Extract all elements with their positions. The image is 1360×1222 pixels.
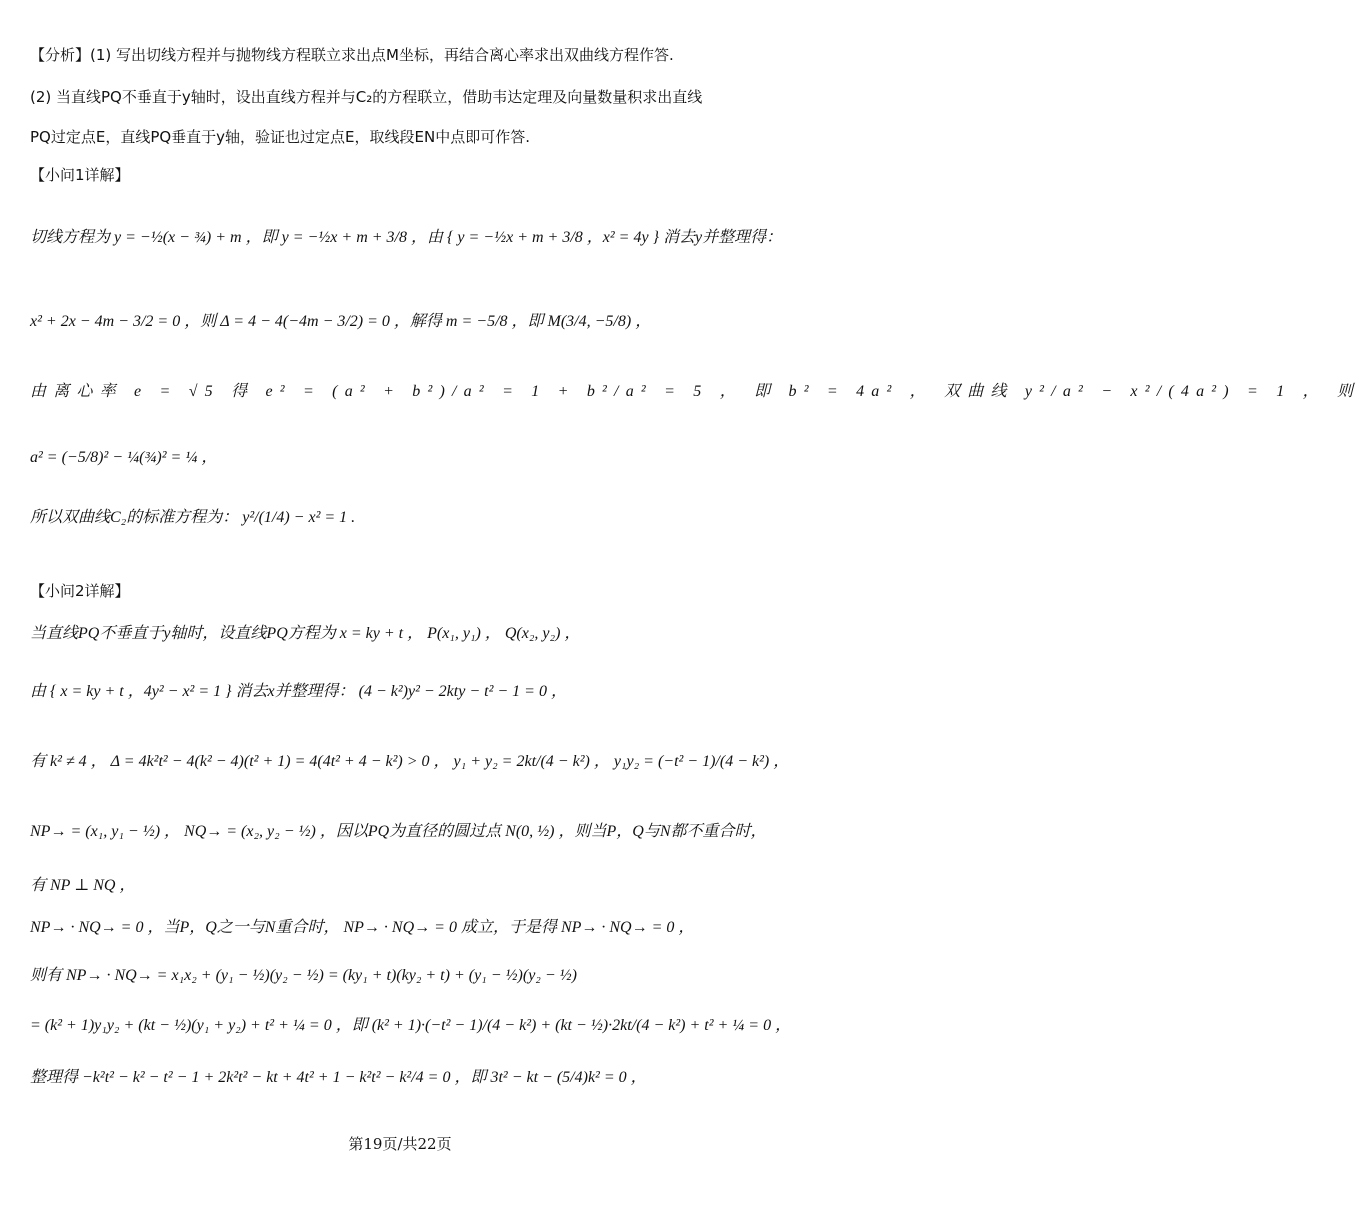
dot-product-expansion: 则有 NP→ · NQ→ = x₁x₂ + (y₁ − ½)(y₂ − ½) = (ky₁ + t)(ky₂ + t) + (y₁ − ½)(y₂ − ½)	[30, 967, 577, 984]
a-squared-line: a² = (−5/8)² − ¼(¾)² = ¼ ，	[30, 449, 218, 466]
simplified-equation: 整理得 −k²t² − k² − t² − 1 + 2k²t² − kt + 4t² + 1 − k²t² − k²/4 = 0 ，即 3t² − kt − (5/4)k² = 0 ，	[30, 1069, 647, 1086]
discriminant-equation: x² + 2x − 4m − 3/2 = 0 ，则 Δ = 4 − 4(−4m − 3/2) = 0 ，解得 m = −5/8 ，即 M(3/4, −5/8) ，	[30, 313, 652, 330]
vieta-relations: 有 k² ≠ 4 ， Δ = 4k²t² − 4(k² − 4)(t² + 1) = 4(4t² + 4 − k²) > 0 ， y₁ + y₂ = 2kt/(4 − k²) ， y₁y₂ = (−t² − 1)/(4 − k²) ，	[30, 753, 790, 770]
tangent-line-equation: 切线方程为 y = −½(x − ¾) + m ，即 y = −½x + m + 3/8 ，由 { y = −½x + m + 3/8 ，x² = 4y } 消去y并整理得：	[30, 229, 783, 246]
analysis-part2-cont: PQ过定点E，直线PQ垂直于y轴，验证也过定点E，取线段EN中点即可作答.	[30, 128, 531, 146]
analysis-part1: 【分析】(1) 写出切线方程并与抛物线方程联立求出点M坐标，再结合离心率求出双曲线方程作答.	[30, 46, 674, 64]
section-q1-heading: 【小问1详解】	[30, 166, 130, 184]
page-number-footer: 第19页/共22页	[348, 1135, 452, 1153]
eccentricity-line: 由离心率 e = √5 得 e² = (a² + b²)/a² = 1 + b²/a² = 5 ， 即 b² = 4a² ， 双曲线 y²/a² − x²/(4a²) = 1 ， 则	[30, 383, 1360, 400]
perpendicular-condition: 有 NP ⊥ NQ ，	[30, 877, 136, 894]
system-elimination: 由 { x = ky + t ，4y² − x² = 1 } 消去x并整理得： (4 − k²)y² − 2kty − t² − 1 = 0 ，	[30, 683, 567, 700]
section-q2-heading: 【小问2详解】	[30, 582, 130, 600]
dot-product-zero: NP→ · NQ→ = 0 ，当P，Q之一与N重合时， NP→ · NQ→ = 0 成立，于是得 NP→ · NQ→ = 0 ，	[30, 919, 695, 936]
hyperbola-standard-equation: 所以双曲线C₂的标准方程为： y²/(1/4) − x² = 1 .	[30, 509, 356, 526]
line-pq-setup: 当直线PQ不垂直于y轴时，设直线PQ方程为 x = ky + t ， P(x₁, y₁) ， Q(x₂, y₂) ，	[30, 625, 581, 642]
vectors-np-nq: NP→ = (x₁, y₁ − ½) ， NQ→ = (x₂, y₂ − ½) ，因以PQ为直径的圆过点 N(0, ½) ，则当P，Q与N都不重合时，	[30, 823, 767, 840]
analysis-part2: (2) 当直线PQ不垂直于y轴时，设出直线方程并与C₂的方程联立，借助韦达定理及向量数量积求出直线	[30, 88, 703, 106]
dot-product-substitution: = (k² + 1)y₁y₂ + (kt − ½)(y₁ + y₂) + t² + ¼ = 0 ，即 (k² + 1)·(−t² − 1)/(4 − k²) + (kt − ½)·2kt/(4 − k²) + t² + ¼ = 0 ，	[30, 1017, 792, 1034]
